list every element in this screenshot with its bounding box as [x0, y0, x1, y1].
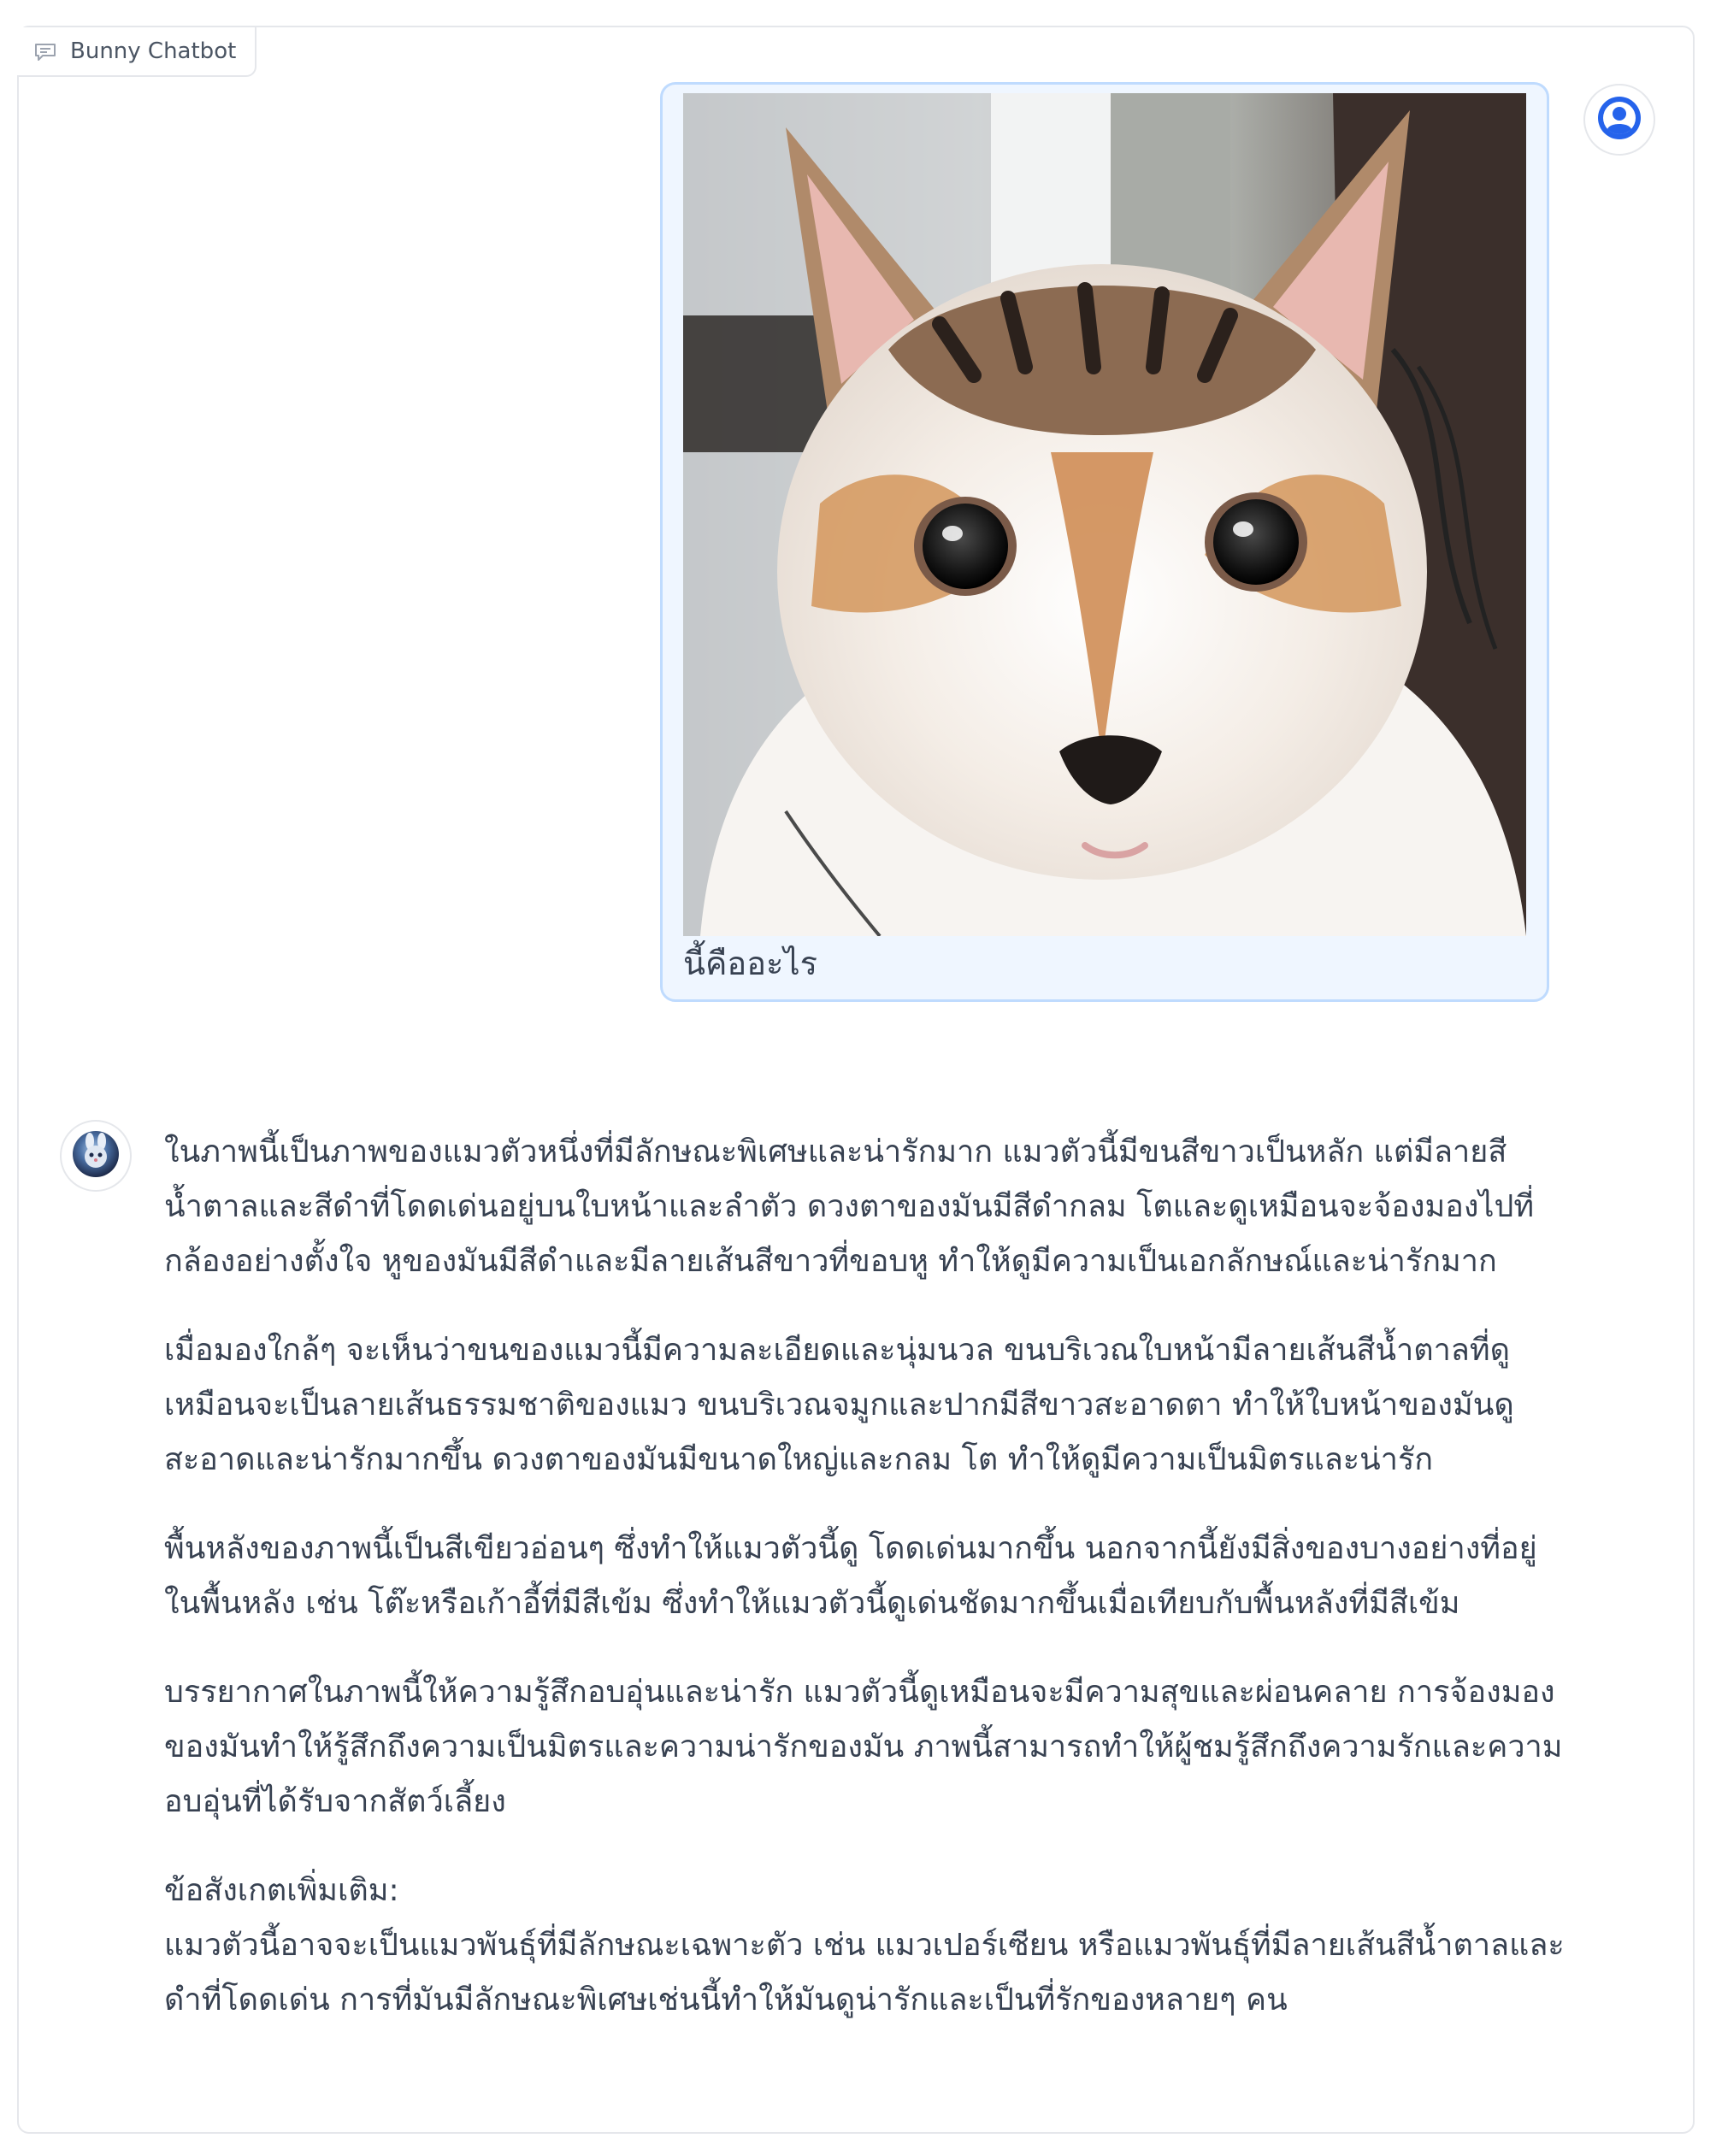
text-line: สะอาดและน่ารักมากขึ้น ดวงตาของมันมีขนาดใหญ่และกลม โต ทำให้ดูมีความเป็นมิตรและน่ารัก — [164, 1442, 1434, 1477]
user-circle-icon — [1595, 94, 1643, 145]
text-line: แมวตัวนี้อาจจะเป็นแมวพันธุ์ที่มีลักษณะเฉพาะตัว เช่น แมวเปอร์เซียน หรือแมวพันธุ์ที่มีลายเส้นสีน้ำตาลและ — [164, 1928, 1565, 1963]
chat-bubble-icon — [34, 42, 56, 61]
user-message-text: นี้คืออะไร — [683, 945, 817, 982]
text-line: ข้อสังเกตเพิ่มเติม: — [164, 1873, 399, 1908]
text-line: เมื่อมองใกล้ๆ จะเห็นว่าขนของแมวนี้มีความละเอียดและนุ่มนวล ขนบริเวณใบหน้ามีลายเส้นสีน้ำตาลที่ดู — [164, 1333, 1510, 1368]
text-line: ของมันทำให้รู้สึกถึงความเป็นมิตรและความน่ารักของมัน ภาพนี้สามารถทำให้ผู้ชมรู้สึกถึงความรักและความ — [164, 1729, 1563, 1764]
bot-paragraph-4 — [164, 1665, 1618, 1829]
user-message-bubble — [660, 82, 1549, 1002]
bot-message-text — [164, 1125, 1618, 2062]
chatbot-label — [17, 27, 256, 77]
bot-paragraph-1 — [164, 1125, 1618, 1289]
text-line: น้ำตาลและสีดำที่โดดเด่นอยู่บนใบหน้าและลำตัว ดวงตาของมันมีสีดำกลม โตและดูเหมือนจะจ้องมองไปที่ — [164, 1189, 1535, 1224]
text-line: บรรยากาศในภาพนี้ให้ความรู้สึกอบอุ่นและน่ารัก แมวตัวนี้ดูเหมือนจะมีความสุขและผ่อนคลาย การจ้องมอง — [164, 1675, 1555, 1710]
bot-paragraph-2 — [164, 1323, 1618, 1487]
text-line: เหมือนจะเป็นลายเส้นธรรมชาติของแมว ขนบริเวณจมูกและปากมีสีขาวสะอาดตา ทำให้ใบหน้าของมันดู — [164, 1387, 1514, 1423]
cat-photo[interactable] — [683, 93, 1526, 936]
chatbot-label-text: Bunny Chatbot — [70, 38, 237, 64]
bot-paragraph-3 — [164, 1522, 1618, 1631]
user-avatar — [1583, 84, 1655, 156]
bot-paragraph-5 — [164, 1864, 1618, 2028]
text-line: กล้องอย่างตั้งใจ หูของมันมีสีดำและมีลายเส้นสีขาวที่ขอบหู ทำให้ดูมีความเป็นเอกลักษณ์และน่ารักมาก — [164, 1244, 1497, 1279]
text-line: ในภาพนี้เป็นภาพของแมวตัวหนึ่งที่มีลักษณะพิเศษและน่ารักมาก แมวตัวนี้มีขนสีขาวเป็นหลัก แต่มีลายสี — [164, 1134, 1507, 1169]
text-line: อบอุ่นที่ได้รับจากสัตว์เลี้ยง — [164, 1784, 506, 1819]
bot-avatar — [60, 1120, 132, 1192]
text-line: ดำที่โดดเด่น การที่มันมีลักษณะพิเศษเช่นนี้ทำให้มันดูน่ารักและเป็นที่รักของหลายๆ คน — [164, 1982, 1288, 2018]
text-line: พื้นหลังของภาพนี้เป็นสีเขียวอ่อนๆ ซึ่งทำให้แมวตัวนี้ดู โดดเด่นมากขึ้น นอกจากนี้ยังมีสิ่งของบางอย่างที่อยู่ — [164, 1531, 1537, 1566]
text-line: ในพื้นหลัง เช่น โต๊ะหรือเก้าอี้ที่มีสีเข้ม ซึ่งทำให้แมวตัวนี้ดูเด่นชัดมากขึ้นเมื่อเทียบกับพื้นหลังที่มีสีเข้ม — [164, 1586, 1460, 1621]
bot-avatar-icon — [71, 1129, 121, 1182]
